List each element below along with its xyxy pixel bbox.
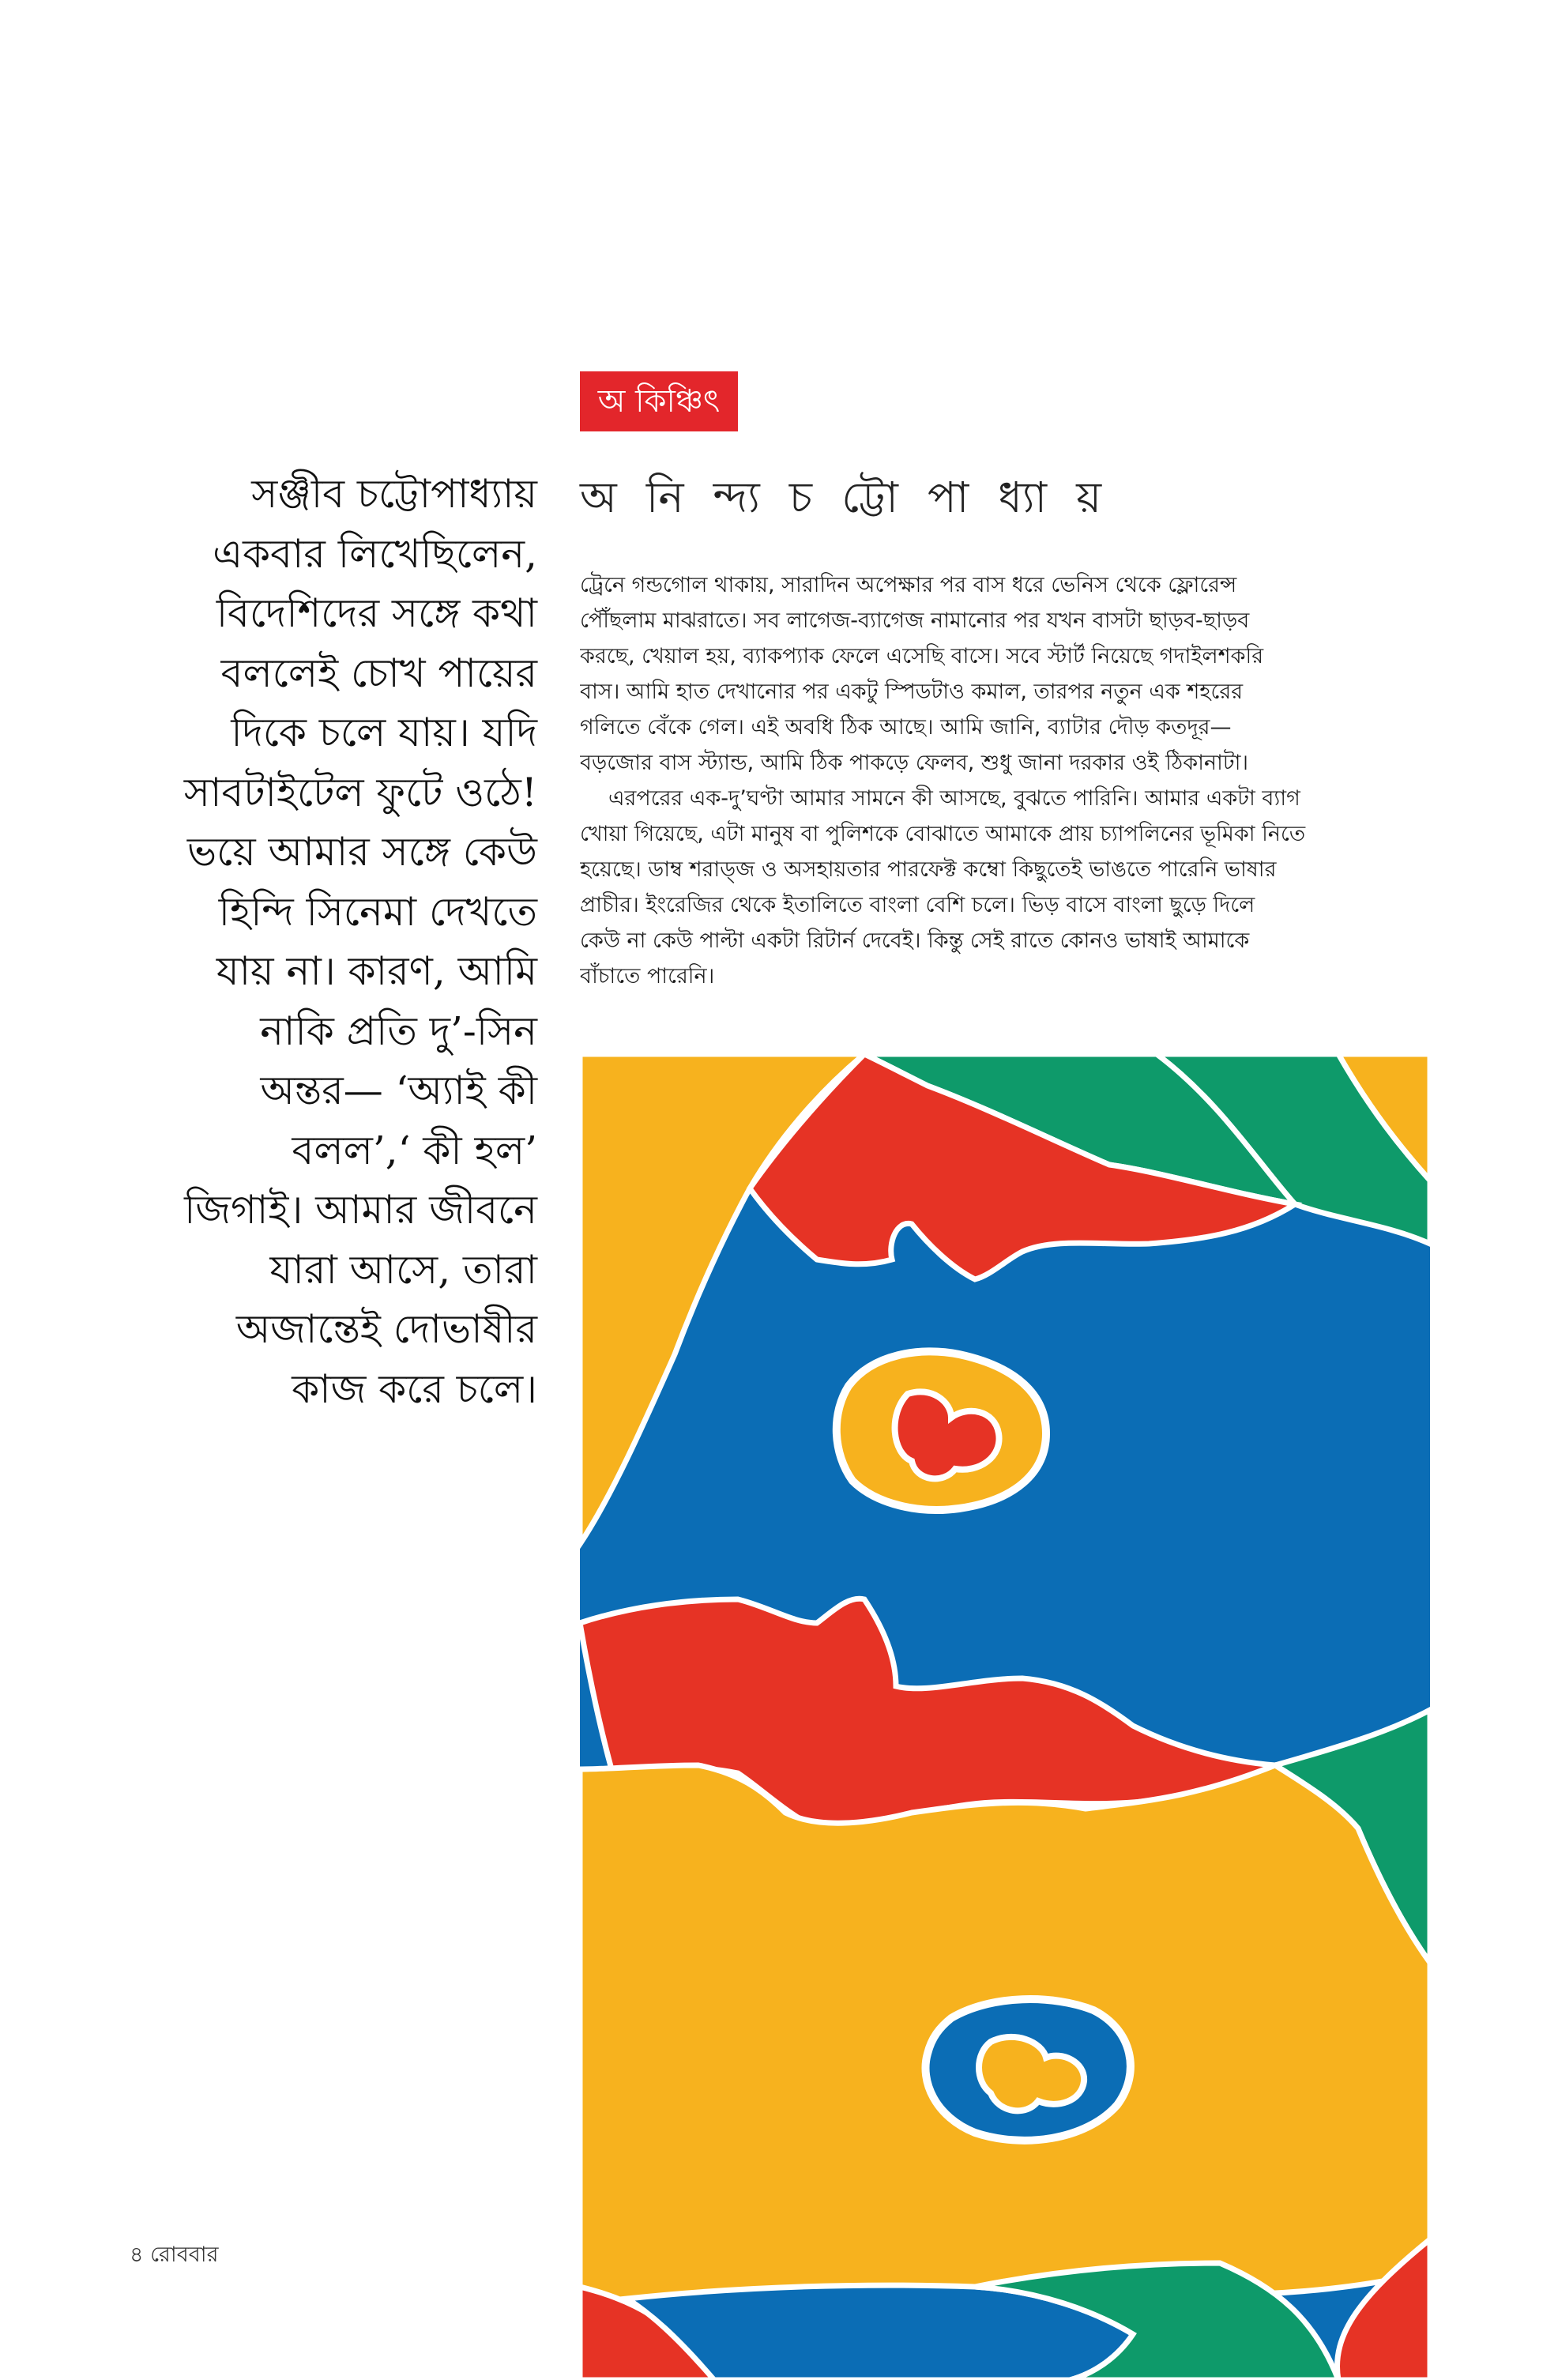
article-line: প্রাচীর। ইংরেজির থেকে ইতালিতে বাংলা বেশি চলে। ভিড় বাসে বাংলা ছুড়ে দিলে: [580, 893, 1255, 917]
pull-quote-line: নাকি প্রতি দু’-সিন: [260, 1007, 537, 1054]
page-folio: ৪ রোববার: [130, 2243, 219, 2267]
pull-quote-line: বিদেশিদের সঙ্গে কথা: [216, 590, 537, 636]
section-tag: অ কিঞ্চিৎ: [580, 371, 738, 431]
article-line: গলিতে বেঁকে গেল। এই অবধি ঠিক আছে। আমি জানি, ব্যাটার দৌড় কতদূর—: [580, 715, 1232, 740]
pull-quote-line: অন্তর— ‘অ্যাই কী: [260, 1068, 537, 1113]
article-line: পৌঁছলাম মাঝরাতে। সব লাগেজ-ব্যাগেজ নামানোর পর যখন বাসটা ছাড়ব-ছাড়ব: [580, 608, 1250, 633]
pull-quote-line: জিগাই। আমার জীবনে: [184, 1187, 537, 1233]
article-line: খোয়া গিয়েছে, এটা মানুষ বা পুলিশকে বোঝাতে আমাকে প্রায় চ্যাপলিনের ভূমিকা নিতে: [580, 822, 1306, 846]
pull-quote-line: বললেই চোখ পায়ের: [220, 650, 537, 696]
pull-quote: [133, 465, 537, 1419]
article-line: হয়েছে। ডাম্ব শরাড্‌জ ও অসহায়তার পারফেক্ট কম্বো কিছুতেই ভাঙতে পারেনি ভাষার: [580, 857, 1277, 882]
author-byline: অ নি ন্দ্য চ ট্টো পা ধ্যা য়: [580, 473, 1110, 522]
article-line: বড়জোর বাস স্ট্যান্ড, আমি ঠিক পাকড়ে ফেলব, শুধু জানা দরকার ওই ঠিকানাটা।: [580, 751, 1249, 775]
faces-illustration-svg: [580, 1054, 1430, 2380]
pull-quote-line: সঞ্জীব চট্টোপাধ্যায়: [251, 471, 537, 517]
article-line: কেউ না কেউ পাল্টা একটা রিটার্ন দেবেই। কিন্তু সেই রাতে কোনও ভাষাই আমাকে: [580, 928, 1250, 953]
article-line: এরপরের এক-দু’ঘণ্টা আমার সামনে কী আসছে, বুঝতে পারিনি। আমার একটা ব্যাগ: [608, 786, 1300, 811]
pull-quote-line: যারা আসে, তারা: [269, 1246, 537, 1293]
pull-quote-line: বলল’,‘ কী হল’: [292, 1127, 537, 1173]
pull-quote-line: যায় না। কারণ, আমি: [216, 948, 537, 994]
pull-quote-line: অজান্তেই দোভাষীর: [235, 1306, 537, 1352]
pull-quote-line: হিন্দি সিনেমা দেখতে: [218, 888, 537, 935]
faces-illustration: [580, 1054, 1430, 2380]
article-line: বাঁচাতে পারেনি।: [580, 964, 715, 989]
pull-quote-line: কাজ করে চলে।: [292, 1365, 537, 1412]
pull-quote-line: সাবটাইটেল ফুটে ওঠে!: [183, 769, 537, 815]
pull-quote-line: দিকে চলে যায়। যদি: [231, 710, 537, 755]
article-body: [580, 567, 1433, 994]
pull-quote-line: ভয়ে আমার সঙ্গে কেউ: [186, 829, 537, 875]
article-line: বাস। আমি হাত দেখানোর পর একটু স্পিডটাও কমাল, তারপর নতুন এক শহরের: [580, 680, 1244, 704]
pull-quote-line: একবার লিখেছিলেন,: [213, 530, 537, 577]
article-line: করছে, খেয়াল হয়, ব্যাকপ্যাক ফেলে এসেছি বাসে। সবে স্টার্ট নিয়েছে গদাইলশকরি: [580, 644, 1264, 668]
article-line: ট্রেনে গন্ডগোল থাকায়, সারাদিন অপেক্ষার পর বাস ধরে ভেনিস থেকে ফ্লোরেন্স: [580, 573, 1237, 597]
